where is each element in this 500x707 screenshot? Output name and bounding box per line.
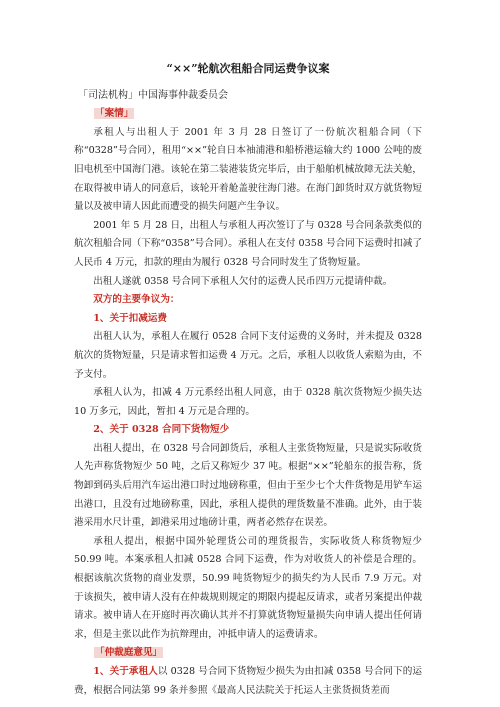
dispute-heading-2: 2、关于 0328 合同下货物短少	[93, 424, 230, 436]
section-heading-case-label: 「案情」	[95, 108, 134, 120]
paragraph-4: 出租人认为，承租人在履行 0528 合同下支付运费的义务时，并未提及 0328 航次的货物短量，只是请求暂扣运费 4 万元。之后，承租人以收货人索赔为由，不予支付。	[74, 331, 422, 380]
document-title: “××”轮航次租船合同运费争议案	[166, 62, 330, 75]
paragraph-5: 承租人认为，扣减 4 万元系经出租人同意，由于 0328 航次货物短少损失达 10 万多元，因此，暂扣 4 万元是合理的。	[74, 387, 422, 417]
paragraph-6: 出租人提出，在 0328 号合同卸货后，承租人主张货物短量，只是说实际收货人先声称货物短少 50 吨，之后又称短少 37 吨。根据“××”轮船东的报告称，货物卸到码头后用汽车运出港口时过地磅称重，但由于至少七个大件货物是用铲车运出港口，且没有过地磅称重，因此，承租人提供的理货数量不准确。此外，由于装港采用水尺计重，卸港采用过地磅计重，两者必然存在误差。	[74, 442, 422, 529]
document-subtitle: 「司法机构」中国海事仲裁委员会	[78, 89, 228, 101]
paragraph-3: 出租人遂就 0358 号合同下承租人欠付的运费人民币四万元提请仲裁。	[93, 275, 393, 287]
paragraph-8-text: 以 0328 号合同下货物短少损失为由扣减 0358 号合同下的运费，根据合同法第 99 条并参照《最高人民法院关于托运人主张货损货差而	[74, 666, 423, 696]
paragraph-2: 2001 年 5 月 28 日，出租人与承租人再次签订了与 0328 号合同条款类似的航次租船合同（下称“0358”号合同）。承租人在支付 0358 号合同下运费时扣减了人民币 4 万元，扣款的理由为履行 0328 号合同时发生了货物短量。	[74, 219, 422, 268]
section-heading-disputes: 双方的主要争议为：	[93, 294, 180, 306]
paragraph-8	[74, 663, 422, 700]
section-heading-case	[94, 105, 422, 124]
section-heading-opinion	[94, 644, 422, 663]
section-heading-opinion-label: 「仲裁庭意见」	[95, 647, 163, 659]
opinion-heading-1: 1、关于承租人	[93, 666, 158, 677]
paragraph-7: 承租人提出，根据中国外轮理货公司的理货报告，实际收货人称货物短少 50.99 吨。本案承租人扣减 0528 合同下运费，作为对收货人的补偿是合理的。根据该航次货物的商业发票，50.99 吨货物短少的损失约为人民币 7.9 万元。对于该损失，被申请人没有在仲裁规则规定的期限内提起反请求，或者另案提出仲裁请求。被申请人在开庭时再次确认其并不打算就货物短量损失向申请人提出任何请求，但是主张以此作为抗辩理由，冲抵申请人的运费请求。	[74, 535, 422, 640]
dispute-heading-1: 1、关于扣减运费	[93, 312, 168, 324]
paragraph-1: 承租人与出租人于 2001 年 3 月 28 日签订了一份航次租船合同（下称“0328”号合同），租用“××”轮自日本袖浦港和船桥港运输大约 1000 公吨的废旧电机至中国海门港。该轮在第二装港装货完毕后，由于船舶机械故障无法关舱，在取得被申请人的同意后，该轮开着舱盖驶往海门港。在海门卸货时双方就货物短量以及被申请人因此而遭受的损失问题产生争议。	[74, 126, 422, 213]
